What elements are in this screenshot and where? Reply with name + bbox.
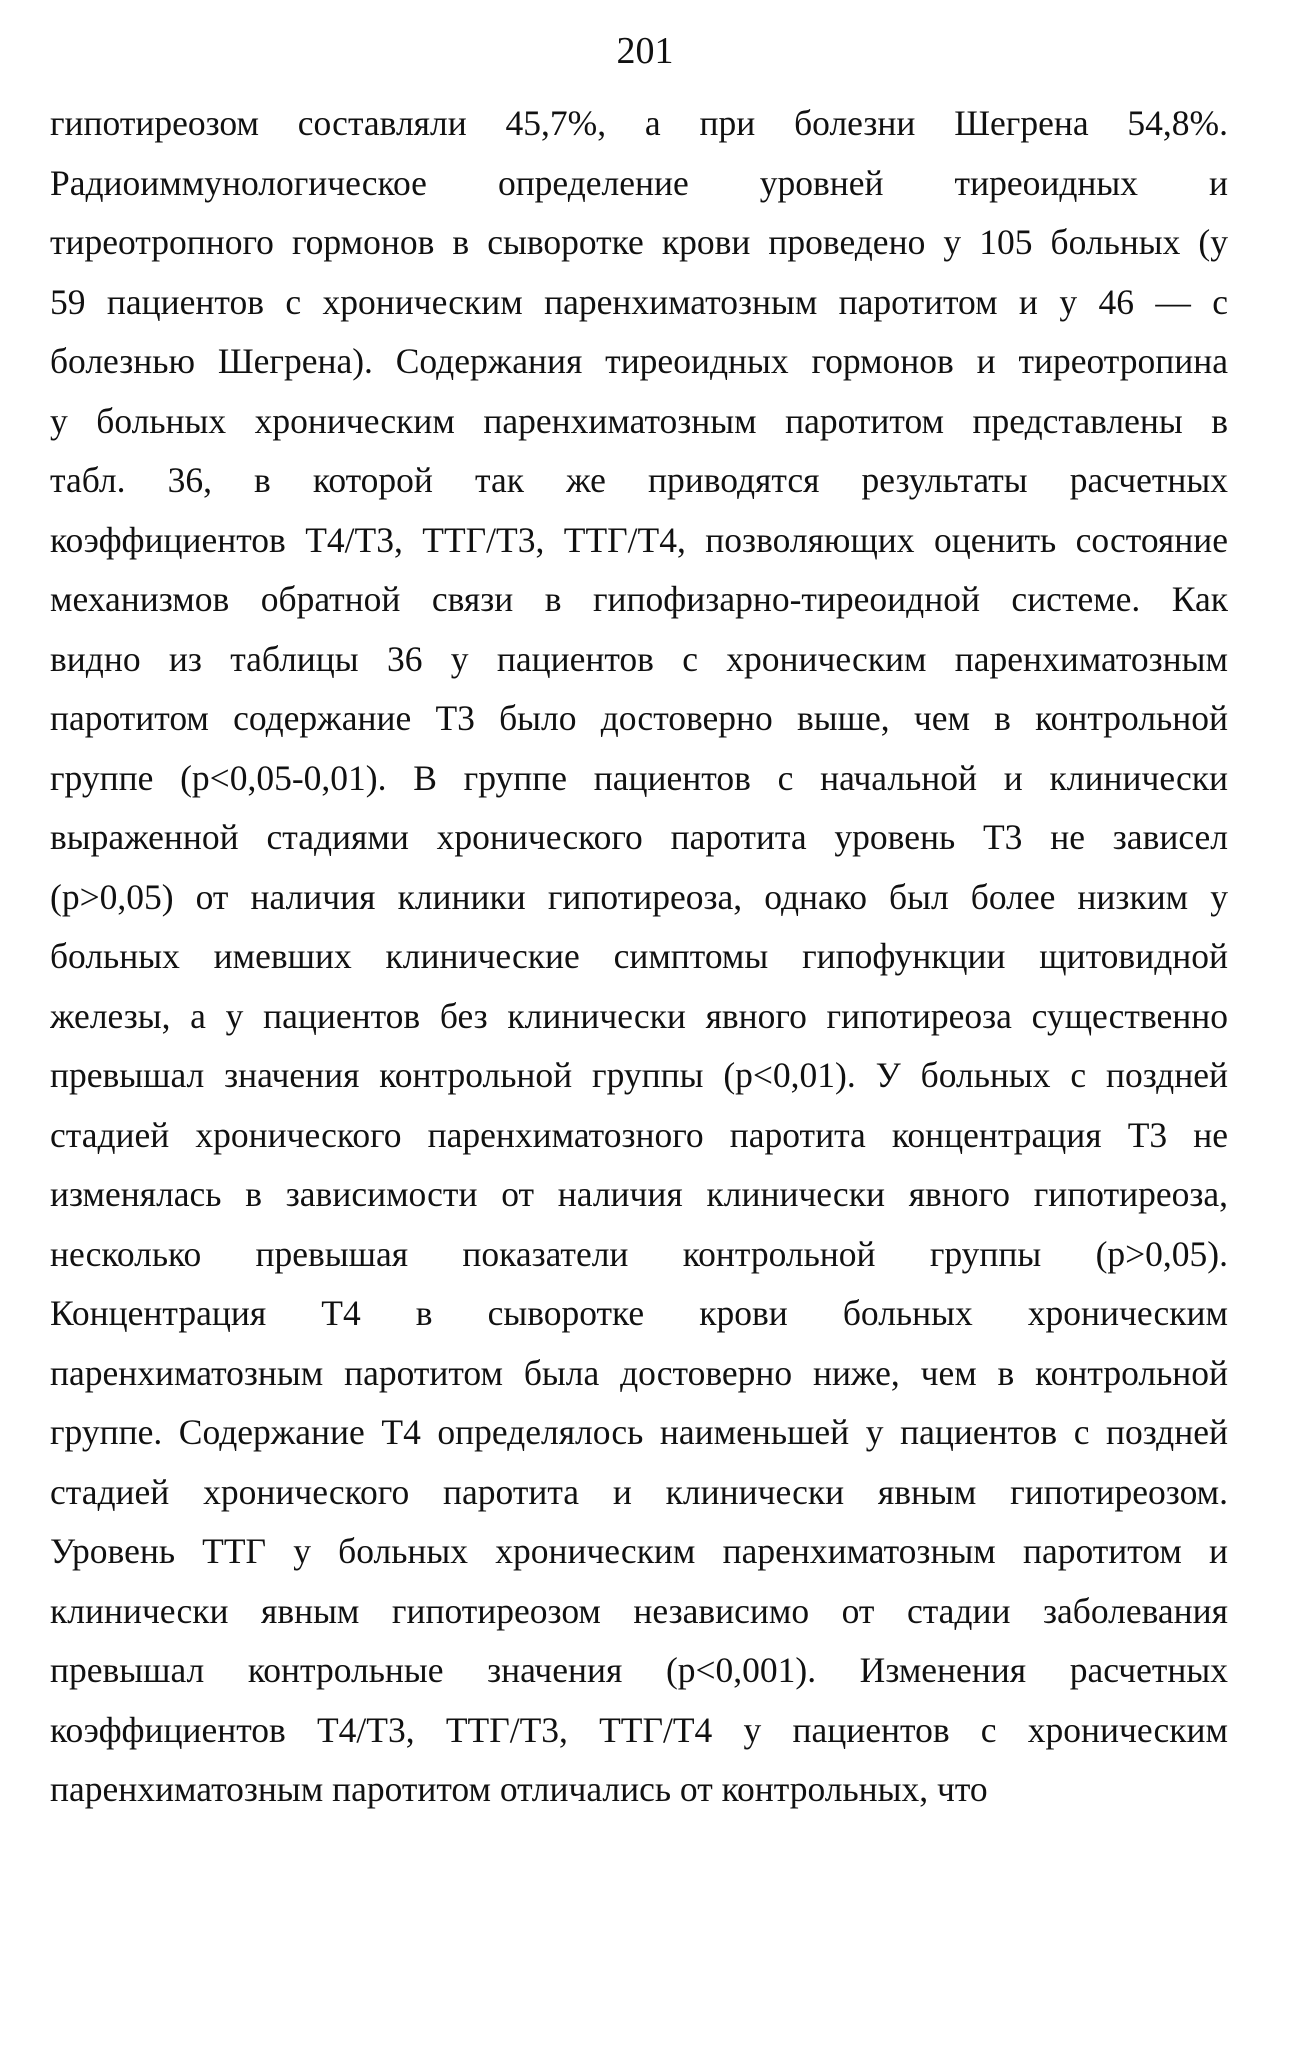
text-line: Уровень ТТГ у больных хроническим паренхиматозным паротитом и: [50, 1531, 1228, 1571]
text-line: (p>0,05) от наличия клиники гипотиреоза, однако был более низким у: [50, 876, 1228, 917]
text-line: паренхиматозным паротитом была достоверно ниже, чем в контрольной: [50, 1352, 1228, 1393]
text-line: стадией хронического паротита и клинически явным гипотиреозом.: [50, 1471, 1228, 1512]
text-line: механизмов обратной связи в гипофизарно-тиреоидной системе. Как: [50, 579, 1228, 619]
page-number: 201: [616, 30, 674, 72]
text-line: выраженной стадиями хронического паротита уровень Т3 не зависел: [50, 817, 1228, 857]
text-line: коэффициентов T4/T3, ТТГ/Т3, ТТГ/Т4, позволяющих оценить состояние: [50, 519, 1228, 560]
text-line: болезнью Шегрена). Содержания тиреоидных гормонов и тиреотропина: [50, 341, 1228, 381]
text-line: клинически явным гипотиреозом независимо от стадии заболевания: [50, 1590, 1228, 1631]
text-line: группе (p<0,05-0,01). В группе пациентов с начальной и клинически: [50, 757, 1228, 798]
text-line: стадией хронического паренхиматозного паротита концентрация Т3 не: [50, 1114, 1228, 1155]
text-line: несколько превышая показатели контрольной группы (p>0,05).: [50, 1233, 1228, 1274]
text-line: изменялась в зависимости от наличия клинически явного гипотиреоза,: [50, 1174, 1228, 1214]
text-line: гипотиреозом составляли 45,7%, а при болезни Шегрена 54,8%.: [50, 103, 1228, 143]
text-line: превышал контрольные значения (p<0,001). Изменения расчетных: [50, 1650, 1228, 1690]
text-line: Концентрация Т4 в сыворотке крови больных хроническим: [50, 1293, 1228, 1333]
text-line: табл. 36, в которой так же приводятся результаты расчетных: [50, 460, 1228, 500]
text-line: у больных хроническим паренхиматозным паротитом представлены в: [50, 400, 1228, 441]
text-line: паротитом содержание Т3 было достоверно выше, чем в контрольной: [50, 698, 1228, 738]
text-line: больных имевших клинические симптомы гипофункции щитовидной: [50, 936, 1228, 976]
body-text: [50, 94, 1228, 1820]
text-line: тиреотропного гормонов в сыворотке крови проведено у 105 больных (у: [50, 222, 1228, 262]
text-line: Радиоиммунологическое определение уровней тиреоидных и: [50, 162, 1228, 203]
text-line: видно из таблицы 36 у пациентов с хроническим паренхиматозным: [50, 638, 1228, 679]
text-line: паренхиматозным паротитом отличались от контрольных, что: [50, 1769, 988, 1809]
text-line: превышал значения контрольной группы (p<0,01). У больных с поздней: [50, 1055, 1228, 1095]
text-line: железы, а у пациентов без клинически явного гипотиреоза существенно: [50, 995, 1228, 1036]
text-line: группе. Содержание Т4 определялось наименьшей у пациентов с поздней: [50, 1412, 1228, 1452]
text-line: 59 пациентов с хроническим паренхиматозным паротитом и у 46 — с: [50, 281, 1228, 322]
text-line: коэффициентов T4/T3, ТТГ/Т3, ТТГ/Т4 у пациентов с хроническим: [50, 1709, 1228, 1750]
